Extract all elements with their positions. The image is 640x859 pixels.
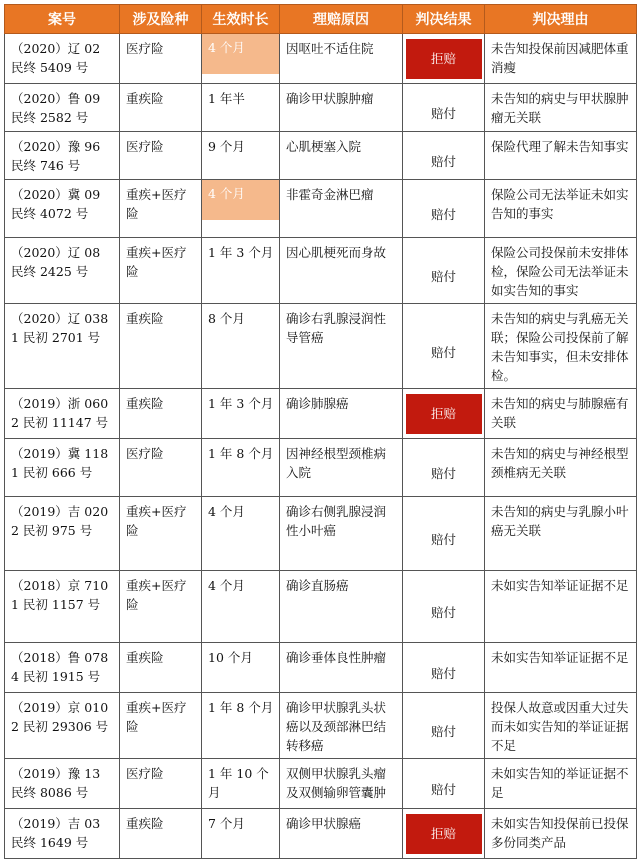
case-number-cell: （2020）辽 02 民终 5409 号 bbox=[5, 34, 120, 84]
claim-reason-cell: 因呕吐不适住院 bbox=[280, 34, 403, 84]
case-number-cell: （2020）辽 08 民终 2425 号 bbox=[5, 238, 120, 304]
deny-badge: 拒赔 bbox=[406, 39, 482, 79]
header-verdict-result: 判决结果 bbox=[403, 5, 485, 34]
insurance-type-cell: 重疾+医疗险 bbox=[120, 180, 202, 238]
duration-highlight: 4 个月 bbox=[202, 34, 279, 74]
case-number-cell: （2018）京 7101 民初 1157 号 bbox=[5, 571, 120, 643]
insurance-type-cell: 重疾+医疗险 bbox=[120, 238, 202, 304]
table-row bbox=[5, 180, 637, 238]
effective-duration-cell: 1 年 3 个月 bbox=[202, 238, 280, 304]
table-row bbox=[5, 389, 637, 439]
claim-reason-cell: 确诊右乳腺浸润性导管癌 bbox=[280, 304, 403, 389]
pay-label: 赔付 bbox=[430, 532, 456, 547]
effective-duration-cell: 1 年半 bbox=[202, 84, 280, 132]
verdict-result-cell bbox=[403, 304, 485, 389]
claim-reason-cell: 确诊甲状腺肿瘤 bbox=[280, 84, 403, 132]
pay-label: 赔付 bbox=[430, 605, 456, 620]
claim-reason-cell: 确诊甲状腺癌 bbox=[280, 809, 403, 859]
header-effective-duration: 生效时长 bbox=[202, 5, 280, 34]
verdict-result-cell bbox=[403, 34, 485, 84]
pay-label: 赔付 bbox=[430, 782, 456, 797]
case-number-cell: （2018）鲁 0784 民初 1915 号 bbox=[5, 643, 120, 693]
verdict-result-cell bbox=[403, 238, 485, 304]
table-row bbox=[5, 304, 637, 389]
verdict-basis-cell: 未告知的病史与乳癌无关联；保险公司投保前了解未告知事实，但未安排体检。 bbox=[485, 304, 637, 389]
verdict-result-cell bbox=[403, 389, 485, 439]
pay-label: 赔付 bbox=[430, 666, 456, 681]
claim-reason-cell: 双侧甲状腺乳头瘤及双侧输卵管囊肿 bbox=[280, 759, 403, 809]
verdict-basis-cell: 未告知的病史与甲状腺肿瘤无关联 bbox=[485, 84, 637, 132]
verdict-result-cell bbox=[403, 571, 485, 643]
case-table-container bbox=[4, 4, 636, 859]
header-case-number: 案号 bbox=[5, 5, 120, 34]
insurance-type-cell: 重疾+医疗险 bbox=[120, 497, 202, 571]
verdict-result-cell bbox=[403, 693, 485, 759]
claim-reason-cell: 心肌梗塞入院 bbox=[280, 132, 403, 180]
insurance-type-cell: 重疾+医疗险 bbox=[120, 571, 202, 643]
verdict-basis-cell: 未告知投保前因减肥体重消瘦 bbox=[485, 34, 637, 84]
effective-duration-cell bbox=[202, 180, 280, 238]
claim-reason-cell: 确诊甲状腺乳头状癌以及颈部淋巴结转移癌 bbox=[280, 693, 403, 759]
pay-label: 赔付 bbox=[430, 344, 456, 360]
verdict-basis-cell: 未告知的病史与肺腺癌有关联 bbox=[485, 389, 637, 439]
verdict-result-cell bbox=[403, 643, 485, 693]
table-row bbox=[5, 571, 637, 643]
verdict-result-cell bbox=[403, 132, 485, 180]
case-number-cell: （2020）豫 96 民终 746 号 bbox=[5, 132, 120, 180]
effective-duration-cell: 1 年 8 个月 bbox=[202, 439, 280, 497]
header-row bbox=[5, 5, 637, 34]
verdict-result-cell bbox=[403, 759, 485, 809]
case-number-cell: （2019）浙 0602 民初 11147 号 bbox=[5, 389, 120, 439]
header-claim-reason: 理赔原因 bbox=[280, 5, 403, 34]
case-number-cell: （2020）辽 0381 民初 2701 号 bbox=[5, 304, 120, 389]
duration-highlight: 4 个月 bbox=[202, 180, 279, 220]
effective-duration-cell: 1 年 10 个月 bbox=[202, 759, 280, 809]
insurance-type-cell: 医疗险 bbox=[120, 132, 202, 180]
claim-reason-cell: 因神经根型颈椎病入院 bbox=[280, 439, 403, 497]
case-number-cell: （2019）冀 1181 民初 666 号 bbox=[5, 439, 120, 497]
insurance-type-cell: 重疾险 bbox=[120, 809, 202, 859]
claim-reason-cell: 因心肌梗死而身故 bbox=[280, 238, 403, 304]
verdict-basis-cell: 未告知的病史与神经根型颈椎病无关联 bbox=[485, 439, 637, 497]
claim-reason-cell: 确诊垂体良性肿瘤 bbox=[280, 643, 403, 693]
case-number-cell: （2019）吉 0202 民初 975 号 bbox=[5, 497, 120, 571]
header-insurance-type: 涉及险种 bbox=[120, 5, 202, 34]
header-verdict-basis: 判决理由 bbox=[485, 5, 637, 34]
effective-duration-cell: 7 个月 bbox=[202, 809, 280, 859]
verdict-basis-cell: 保险代理了解未告知事实 bbox=[485, 132, 637, 180]
insurance-type-cell: 重疾险 bbox=[120, 304, 202, 389]
insurance-type-cell: 医疗险 bbox=[120, 439, 202, 497]
table-row bbox=[5, 238, 637, 304]
claim-reason-cell: 确诊右侧乳腺浸润性小叶癌 bbox=[280, 497, 403, 571]
case-table bbox=[4, 4, 637, 859]
verdict-basis-cell: 未如实告知举证证据不足 bbox=[485, 643, 637, 693]
table-row bbox=[5, 34, 637, 84]
insurance-type-cell: 重疾险 bbox=[120, 389, 202, 439]
case-number-cell: （2019）吉 03 民终 1649 号 bbox=[5, 809, 120, 859]
pay-label: 赔付 bbox=[430, 269, 456, 284]
verdict-basis-cell: 未告知的病史与乳腺小叶癌无关联 bbox=[485, 497, 637, 571]
effective-duration-cell: 8 个月 bbox=[202, 304, 280, 389]
verdict-result-cell bbox=[403, 180, 485, 238]
case-number-cell: （2019）豫 13 民终 8086 号 bbox=[5, 759, 120, 809]
deny-badge: 拒赔 bbox=[406, 394, 482, 434]
insurance-type-cell: 医疗险 bbox=[120, 759, 202, 809]
pay-label: 赔付 bbox=[430, 106, 456, 121]
claim-reason-cell: 确诊肺腺癌 bbox=[280, 389, 403, 439]
table-row bbox=[5, 132, 637, 180]
table-row bbox=[5, 809, 637, 859]
table-row bbox=[5, 439, 637, 497]
effective-duration-cell: 4 个月 bbox=[202, 571, 280, 643]
case-number-cell: （2020）鲁 09 民终 2582 号 bbox=[5, 84, 120, 132]
verdict-basis-cell: 保险公司无法举证未如实告知的事实 bbox=[485, 180, 637, 238]
effective-duration-cell bbox=[202, 34, 280, 84]
claim-reason-cell: 确诊直肠癌 bbox=[280, 571, 403, 643]
table-row bbox=[5, 643, 637, 693]
pay-label: 赔付 bbox=[430, 207, 456, 222]
insurance-type-cell: 重疾险 bbox=[120, 643, 202, 693]
table-row bbox=[5, 693, 637, 759]
verdict-result-cell bbox=[403, 497, 485, 571]
effective-duration-cell: 1 年 3 个月 bbox=[202, 389, 280, 439]
table-row bbox=[5, 84, 637, 132]
verdict-result-cell bbox=[403, 84, 485, 132]
case-number-cell: （2019）京 0102 民初 29306 号 bbox=[5, 693, 120, 759]
table-row bbox=[5, 497, 637, 571]
pay-label: 赔付 bbox=[430, 724, 456, 739]
effective-duration-cell: 9 个月 bbox=[202, 132, 280, 180]
verdict-basis-cell: 投保人故意或因重大过失而未如实告知的举证证据不足 bbox=[485, 693, 637, 759]
verdict-basis-cell: 未如实告知的举证证据不足 bbox=[485, 759, 637, 809]
table-row bbox=[5, 759, 637, 809]
verdict-basis-cell: 未如实告知举证证据不足 bbox=[485, 571, 637, 643]
effective-duration-cell: 1 年 8 个月 bbox=[202, 693, 280, 759]
claim-reason-cell: 非霍奇金淋巴瘤 bbox=[280, 180, 403, 238]
pay-label: 赔付 bbox=[430, 154, 456, 169]
effective-duration-cell: 4 个月 bbox=[202, 497, 280, 571]
effective-duration-cell: 10 个月 bbox=[202, 643, 280, 693]
insurance-type-cell: 医疗险 bbox=[120, 34, 202, 84]
verdict-basis-cell: 未如实告知投保前已投保多份同类产品 bbox=[485, 809, 637, 859]
case-number-cell: （2020）冀 09 民终 4072 号 bbox=[5, 180, 120, 238]
insurance-type-cell: 重疾+医疗险 bbox=[120, 693, 202, 759]
verdict-result-cell bbox=[403, 809, 485, 859]
pay-label: 赔付 bbox=[430, 466, 456, 481]
deny-badge: 拒赔 bbox=[406, 814, 482, 854]
insurance-type-cell: 重疾险 bbox=[120, 84, 202, 132]
verdict-basis-cell: 保险公司投保前未安排体检，保险公司无法举证未如实告知的事实 bbox=[485, 238, 637, 304]
verdict-result-cell bbox=[403, 439, 485, 497]
